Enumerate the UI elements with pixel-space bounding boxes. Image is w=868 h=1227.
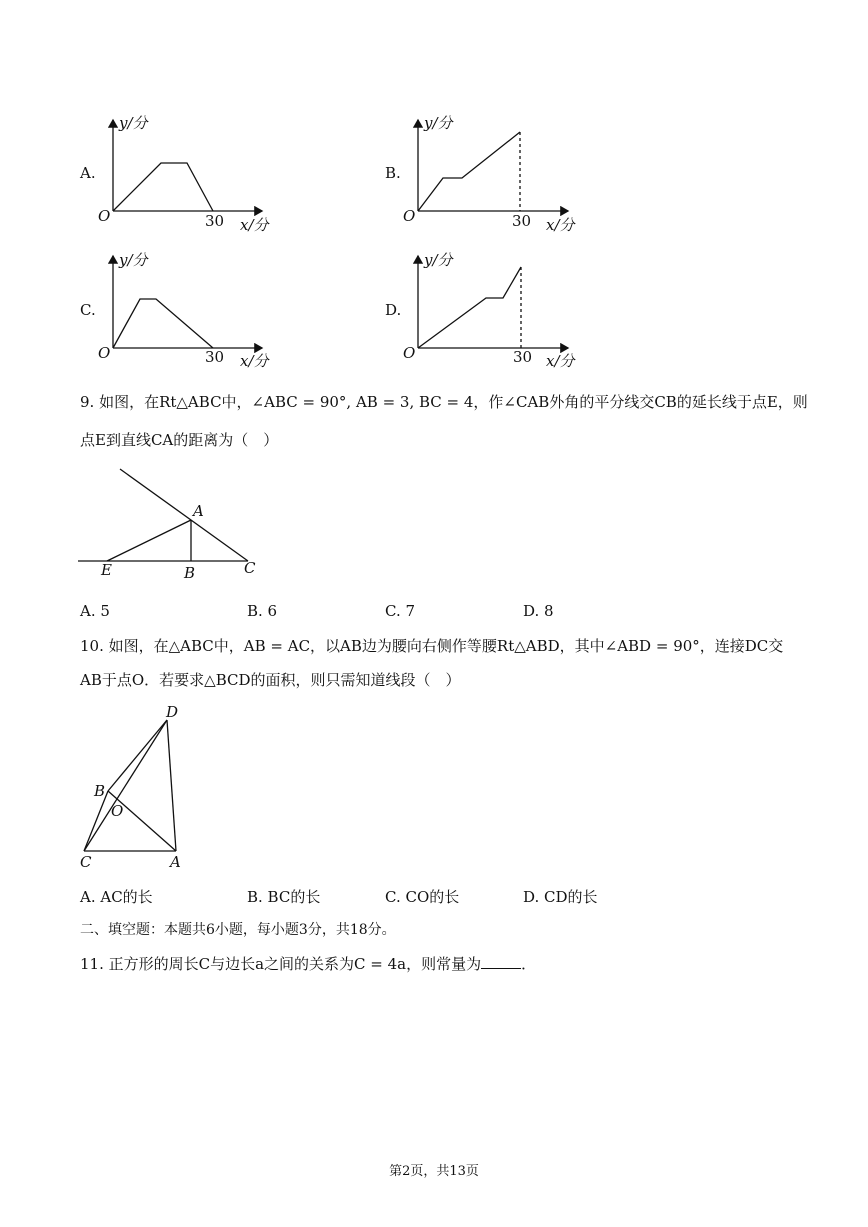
- q9-option-d: D. 8: [523, 602, 554, 620]
- graph-b-origin: O: [403, 207, 416, 225]
- q10-figure: [70, 698, 200, 873]
- section2-heading: 二、填空题：本题共6小题，每小题3分，共18分。: [80, 922, 396, 938]
- graph-a-curve: [113, 163, 213, 211]
- q10-label-d: D: [166, 703, 179, 721]
- graph-b-option: B.: [385, 164, 401, 182]
- q10-option-c: C. CO的长: [385, 888, 460, 906]
- q9-label-e: E: [101, 561, 112, 579]
- q9-label-b: B: [184, 564, 196, 582]
- graph-d-option: D.: [385, 301, 402, 319]
- graph-options: [0, 0, 868, 380]
- q9-label-a: A: [193, 502, 204, 520]
- q9-label-c: C: [244, 559, 256, 577]
- q10-label-o: O: [111, 802, 124, 820]
- graph-d-ylabel: y/分: [424, 251, 453, 269]
- q11-text-before: 11. 正方形的周长C与边长a之间的关系为C = 4a，则常量为: [80, 955, 482, 973]
- q10-text-line1: 10. 如图，在△ABC中，AB = AC，以AB边为腰向右侧作等腰Rt△ABD，其中∠ABD = 90°，连接DC交: [80, 637, 784, 655]
- q10-label-a: A: [170, 853, 181, 871]
- graph-c-xtick: 30: [205, 348, 225, 366]
- graph-d: [418, 256, 568, 348]
- q9-option-b: B. 6: [247, 602, 278, 620]
- q10-label-b: B: [94, 782, 106, 800]
- graph-d-origin: O: [403, 344, 416, 362]
- graph-d-curve: [418, 267, 521, 348]
- graph-a-xlabel: x/分: [240, 216, 269, 234]
- q9-figure: [70, 460, 290, 585]
- q9-option-a: A. 5: [80, 602, 110, 620]
- q11-answer-blank[interactable]: [481, 954, 521, 969]
- q9-option-c: C. 7: [385, 602, 416, 620]
- q9-text-line2: 点E到直线CA的距离为（ ）: [80, 431, 279, 449]
- q9-text-line1: 9. 如图，在Rt△ABC中，∠ABC = 90°, AB = 3, BC = 4，作∠CAB外角的平分线交CB的延长线于点E，则: [80, 393, 808, 411]
- graph-c-option: C.: [80, 301, 96, 319]
- graph-c-curve: [113, 299, 213, 348]
- graph-a-option: A.: [80, 164, 96, 182]
- graph-b-xlabel: x/分: [546, 216, 575, 234]
- graph-d-xtick: 30: [513, 348, 533, 366]
- graph-b-xtick: 30: [512, 212, 532, 230]
- graph-c: [113, 256, 262, 348]
- page-footer: 第2页，共13页: [389, 1164, 479, 1179]
- q10-option-b: B. BC的长: [247, 888, 321, 906]
- graph-d-xlabel: x/分: [546, 352, 575, 370]
- q11-text: [80, 954, 536, 974]
- q10-label-c: C: [80, 853, 92, 871]
- graph-c-xlabel: x/分: [240, 352, 269, 370]
- graph-a-xtick: 30: [205, 212, 225, 230]
- graph-a-origin: O: [98, 207, 111, 225]
- graph-b-ylabel: y/分: [424, 114, 453, 132]
- graph-b: [418, 120, 568, 211]
- q10-option-d: D. CD的长: [523, 888, 598, 906]
- graph-c-ylabel: y/分: [119, 251, 148, 269]
- q10-text-line2: AB于点O．若要求△BCD的面积，则只需知道线段（ ）: [80, 671, 461, 689]
- graph-a-ylabel: y/分: [119, 114, 148, 132]
- graph-a: [113, 120, 262, 211]
- graph-c-origin: O: [98, 344, 111, 362]
- q11-text-after: ．: [521, 955, 537, 973]
- graph-b-curve: [418, 132, 520, 211]
- q10-option-a: A. AC的长: [80, 888, 153, 906]
